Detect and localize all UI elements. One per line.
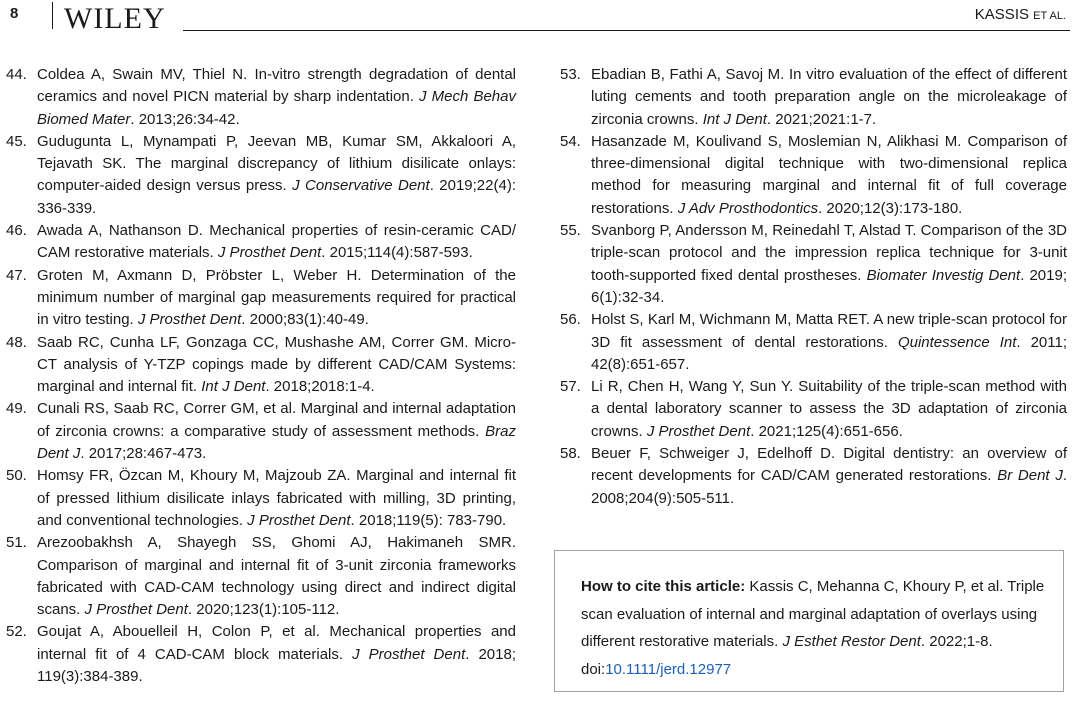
reference-details: . 2020;12(3):173-180.: [818, 199, 963, 217]
reference-journal: J Prosthet Dent: [137, 311, 242, 329]
reference-details: . 2021;125(4):651-656.: [750, 422, 903, 440]
reference-journal: J Prosthet Dent: [217, 244, 322, 262]
reference-text: Awada A, Nathanson D. Mechanical properties of resin-ceramic CAD/ CAM restorative materials.: [37, 222, 516, 262]
citation-label: How to cite this article:: [581, 578, 746, 595]
reference-details: . 2018;2018:1-4.: [265, 378, 375, 396]
reference-item: [0, 64, 516, 131]
reference-number: 45.: [6, 132, 27, 150]
reference-details: . 2000;83(1):40-49.: [241, 311, 369, 329]
reference-text: Li R, Chen H, Wang Y, Sun Y. Suitability of the triple-scan method with a dental laboratory scanner to assess the 3D adaptation of zirconia crowns.: [591, 378, 1067, 440]
reference-number: 56.: [560, 311, 581, 329]
reference-text: Svanborg P, Andersson M, Reinedahl T, Alstad T. Comparison of the 3D triple-scan protocol and the impression replica technique for 3-unit tooth-supported fixed dental prostheses.: [591, 222, 1067, 284]
reference-journal: J Adv Prosthodontics: [677, 199, 819, 217]
reference-number: 57.: [560, 378, 581, 396]
reference-number: 51.: [6, 534, 27, 552]
reference-text: Groten M, Axmann D, Pröbster L, Weber H. Determination of the minimum number of marginal gap measurements required for practical in vitro testing.: [37, 266, 516, 329]
reference-journal: J Conservative Dent: [292, 177, 430, 195]
reference-journal: Int J Dent: [702, 110, 767, 128]
reference-text: Holst S, Karl M, Wichmann M, Matta RET. A new triple-scan protocol for 3D fit assessment of dental restorations.: [591, 311, 1067, 351]
reference-item: [0, 398, 516, 465]
reference-details: . 2015;114(4):587-593.: [321, 244, 473, 262]
reference-number: 47.: [6, 266, 27, 284]
reference-details: . 2017;28:467-473.: [80, 445, 207, 463]
reference-journal: Braz Dent J: [37, 422, 516, 463]
how-to-cite-box: [554, 550, 1064, 692]
reference-number: 50.: [6, 467, 27, 485]
citation-body: Kassis C, Mehanna C, Khoury P, et al. Triple scan evaluation of internal and marginal adaptation of overlays using different restorative materials.: [581, 578, 1045, 650]
reference-number: 54.: [560, 132, 581, 150]
reference-number: 44.: [6, 66, 27, 83]
reference-text: Hasanzade M, Koulivand S, Moslemian N, Alikhasi M. Comparison of three-dimensional digital technique with two-dimensional replica method for measuring marginal and internal fit of full coverage restorations.: [591, 132, 1067, 217]
reference-journal: J Prosthet Dent: [247, 511, 351, 529]
reference-item: [0, 465, 516, 532]
citation-details: . 2022;1-8. doi:: [581, 633, 993, 678]
reference-number: 53.: [560, 66, 581, 83]
reference-item: [554, 131, 1067, 220]
page-number: 8: [10, 5, 19, 22]
reference-text: Ebadian B, Fathi A, Savoj M. In vitro evaluation of the effect of different luting cements and tooth preparation angle on the microleakage of zirconia crowns.: [591, 66, 1067, 128]
reference-details: . 2019; 6(1):32-34.: [591, 266, 1067, 306]
citation-text: [581, 573, 1051, 683]
reference-journal: Quintessence Int: [897, 333, 1017, 351]
reference-item: [554, 376, 1067, 443]
references-right-column: [554, 64, 1067, 510]
reference-text: Gudugunta L, Mynampati P, Jeevan MB, Kumar SM, Akkaloori A, Tejavath SK. The marginal discrepancy of lithium disilicate onlays: computer-aided design versus press.: [37, 132, 516, 195]
references-left-column: [0, 64, 516, 688]
reference-text: Beuer F, Schweiger J, Edelhoff D. Digital dentistry: an overview of recent developments for CAD/CAM generated restorations.: [591, 445, 1067, 485]
reference-item: [554, 220, 1067, 309]
reference-number: 46.: [6, 222, 27, 240]
reference-journal: Biomater Investig Dent: [866, 266, 1021, 284]
reference-number: 49.: [6, 400, 27, 418]
reference-item: [554, 443, 1067, 510]
reference-journal: J Mech Behav Biomed Mater: [37, 88, 516, 128]
reference-text: Goujat A, Abouelleil H, Colon P, et al. Mechanical properties and internal fit of 4 CAD-CAM block materials.: [37, 623, 516, 663]
citation-journal: J Esthet Restor Dent: [782, 633, 921, 650]
reference-item: [0, 131, 516, 220]
reference-number: 58.: [560, 445, 581, 463]
reference-details: . 2018;119(5): 783-790.: [350, 511, 507, 529]
reference-journal: Br Dent J: [997, 467, 1063, 485]
reference-item: [554, 64, 1067, 131]
reference-item: [0, 265, 516, 332]
reference-text: Cunali RS, Saab RC, Correr GM, et al. Marginal and internal adaptation of zirconia crowns: a comparative study of assessment methods.: [37, 400, 516, 440]
reference-item: [554, 309, 1067, 376]
reference-text: Saab RC, Cunha LF, Gonzaga CC, Mushashe AM, Correr GM. Micro-CT analysis of Y-TZP copings made by different CAD/CAM Systems: marginal and internal fit.: [37, 333, 516, 396]
reference-journal: J Prosthet Dent: [646, 422, 751, 440]
reference-text: Arezoobakhsh A, Shayegh SS, Ghomi AJ, Hakimaneh SMR. Comparison of marginal and internal fit of 3-unit zirconia frameworks fabricated with CAD-CAM technology using direct and indirect digital scans.: [37, 534, 516, 619]
reference-details: . 2019;22(4): 336-339.: [37, 177, 516, 217]
reference-journal: Int J Dent: [201, 378, 266, 396]
reference-item: [0, 332, 516, 399]
reference-item: [0, 220, 516, 265]
reference-journal: J Prosthet Dent: [84, 601, 188, 619]
running-authors-suffix: ET AL.: [1033, 10, 1066, 22]
reference-number: 48.: [6, 333, 27, 351]
reference-item: [0, 532, 516, 621]
publisher-logo: WILEY: [64, 2, 166, 35]
header-rule: [183, 30, 1070, 31]
reference-details: . 2021;2021:1-7.: [766, 110, 877, 128]
reference-number: 52.: [6, 623, 27, 641]
reference-details: . 2020;123(1):105-112.: [187, 601, 340, 619]
reference-details: . 2018; 119(3):384-389.: [37, 645, 517, 686]
reference-item: [0, 621, 516, 688]
reference-text: Homsy FR, Özcan M, Khoury M, Majzoub ZA. Marginal and internal fit of pressed lithium disilicate inlays fabricated with milling, 3D printing, and conventional technologies.: [37, 467, 516, 529]
running-authors-name: KASSIS: [974, 6, 1029, 23]
header-divider: [52, 2, 53, 29]
reference-text: Coldea A, Swain MV, Thiel N. In-vitro strength degradation of dental ceramics and novel PICN material by sharp indentation.: [37, 66, 516, 106]
doi-link[interactable]: 10.1111/jerd.12977: [605, 660, 732, 678]
running-authors: [975, 6, 1066, 23]
reference-number: 55.: [560, 222, 581, 240]
reference-details: . 2011; 42(8):651-657.: [591, 333, 1068, 373]
reference-details: . 2008;204(9):505-511.: [591, 467, 1067, 507]
reference-journal: J Prosthet Dent: [352, 645, 466, 663]
reference-details: . 2013;26:34-42.: [130, 110, 240, 128]
page-header: [0, 0, 1080, 40]
